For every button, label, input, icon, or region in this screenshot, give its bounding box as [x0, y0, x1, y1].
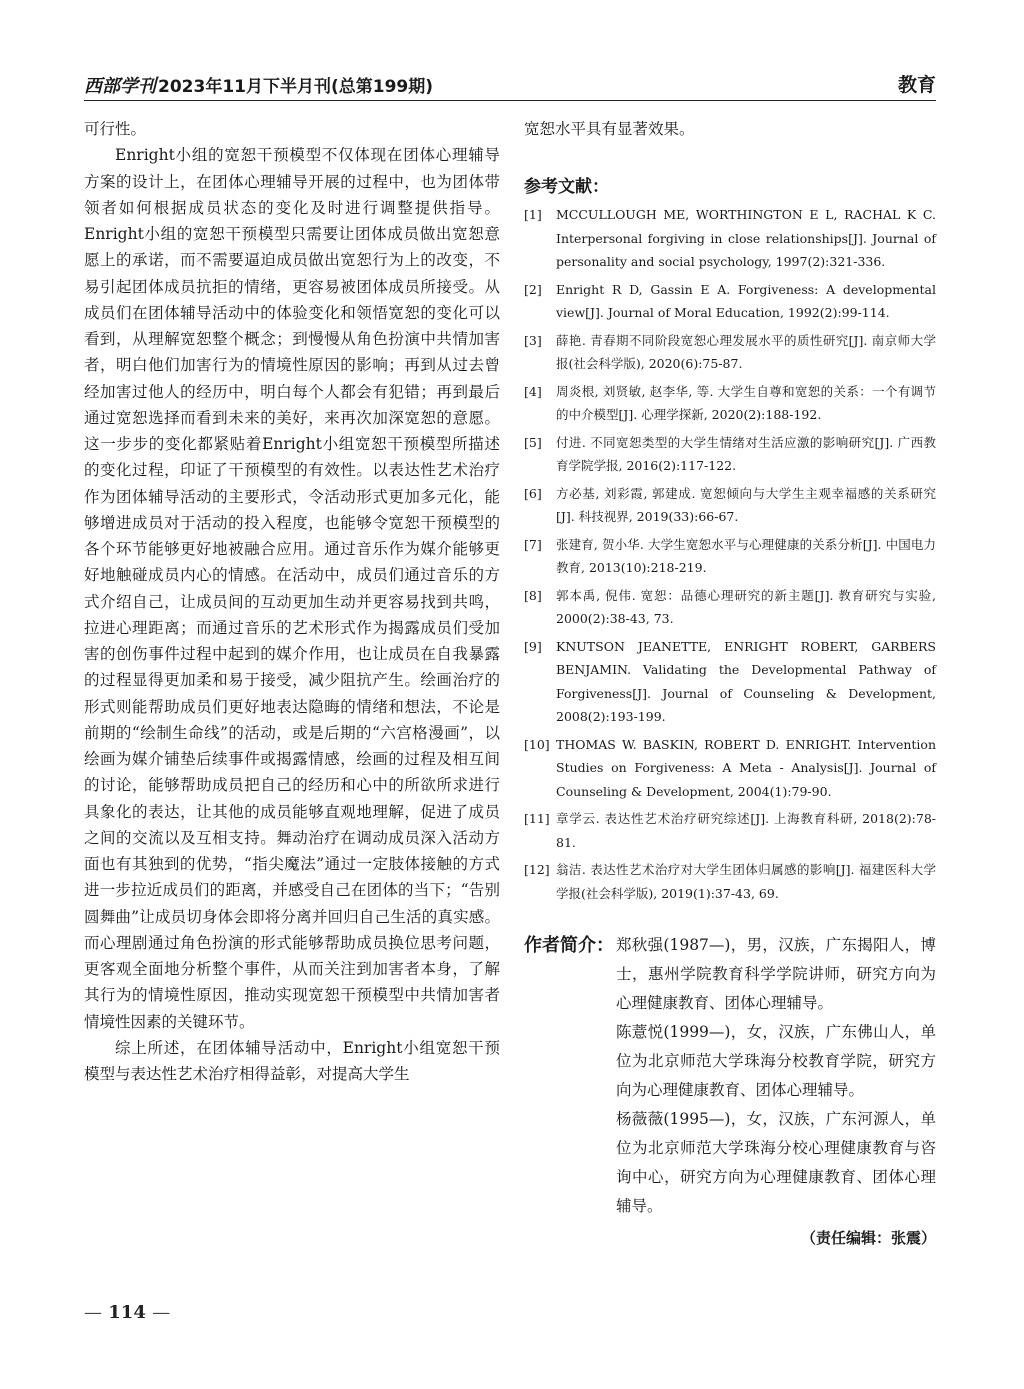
reference-item	[524, 278, 936, 325]
reference-text: 薛艳. 青春期不同阶段宽恕心理发展水平的质性研究[J]. 南京师大学报(社会科学版), 2020(6):75-87.	[556, 332, 936, 371]
paragraph: Enright小组的宽恕干预模型不仅体现在团体心理辅导方案的设计上，在团体心理辅导开展的过程中，也为团体带领者如何根据成员状态的变化及时进行调整提供指导。Enright小组的宽恕干预模型只需要让团体成员做出宽恕意愿上的承诺，而不需要逼迫成员做出宽恕行为上的改变，不易引起团体成员抗拒的情绪，更容易被团体成员所接受。从成员们在团体辅导活动中的体验变化和领悟宽恕的变化可以看到，从理解宽恕整个概念；到慢慢从角色扮演中共情加害者，明白他们加害行为的情境性原因的影响；再到从过去曾经加害过他人的经历中，明白每个人都会有犯错；再到最后通过宽恕选择而看到未来的美好，来再次加深宽恕的意愿。这一步步的变化都紧贴着Enright小组宽恕干预模型所描述的变化过程，印证了干预模型的有效性。以表达性艺术治疗作为团体辅导活动的主要形式，令活动形式更加多元化，能够增进成员对于活动的投入程度，也能够令宽恕干预模型的各个环节能够更好地被融合应用。通过音乐作为媒介能够更好地触碰成员内心的情感。在活动中，成员们通过音乐的方式介绍自己，让成员间的互动更加生动并更容易找到共鸣，拉进心理距离；而通过音乐的艺术形式作为揭露成员们受加害的创伤事件过程中起到的媒介作用，也让成员在自我暴露的过程显得更加柔和易于接受，减少阻抗产生。绘画治疗的形式则能帮助成员们更好地表达隐晦的情绪和想法，不论是前期的“绘制生命线”的活动，或是后期的“六宫格漫画”，以绘画为媒介铺垫后续事件或揭露情感，绘画的过程及相互间的讨论，能够帮助成员把自己的经历和心中的所欲所求进行具象化的表达，让其他的成员能够直观地理解，促进了成员之间的交流以及互相支持。舞动治疗在调动成员深入活动方面也有其独到的优势，“指尖魔法”通过一定肢体接触的方式进一步拉近成员们的距离，并感受自己在团体的当下；“告别圆舞曲”让成员切身体会即将分离并回归自己生活的真实感。而心理剧通过角色扮演的形式能够帮助成员换位思考问题，更客观全面地分析整个事件，从而关注到加害者本身，了解其行为的情境性原因，推动实现宽恕干预模型中共情加害者情境性因素的关键环节。	[84, 146, 500, 1031]
reference-number: [5]	[524, 434, 542, 450]
reference-number: [7]	[524, 536, 542, 552]
reference-number: [9]	[524, 638, 542, 654]
reference-text: 张建育, 贺小华. 大学生宽恕水平与心理健康的关系分析[J]. 中国电力教育, 2013(10):218-219.	[556, 536, 936, 575]
reference-item	[524, 858, 936, 905]
references-title: 参考文献：	[524, 177, 609, 197]
author-entry: 杨薇薇(1995—)，女，汉族，广东河源人，单位为北京师范大学珠海分校心理健康教育与咨询中心，研究方向为心理健康教育、团体心理辅导。	[616, 1110, 936, 1215]
reference-text: 周炎根, 刘贤敏, 赵李华, 等. 大学生自尊和宽恕的关系：一个有调节的中介模型[J]. 心理学探新, 2020(2):188-192.	[556, 383, 936, 422]
journal-issue	[84, 72, 433, 98]
reference-text: 方必基, 刘彩霞, 郭建成. 宽恕倾向与大学生主观幸福感的关系研究[J]. 科技视界, 2019(33):66-67.	[556, 485, 936, 524]
reference-number: [6]	[524, 485, 542, 501]
reference-item	[524, 203, 936, 274]
reference-number: [8]	[524, 587, 542, 603]
responsible-editor: （责任编辑：张震）	[800, 1229, 936, 1247]
issue-info: 2023年11月下半月刊(总第199期)	[158, 77, 433, 97]
header-rule	[84, 100, 936, 101]
reference-item	[524, 482, 936, 529]
page-header	[84, 70, 936, 100]
page-number-footer	[84, 1302, 170, 1323]
reference-item	[524, 733, 936, 804]
journal-logo: 西部学刊	[84, 76, 156, 97]
reference-number: [10]	[524, 736, 550, 752]
reference-text: 章学云. 表达性艺术治疗研究综述[J]. 上海教育科研, 2018(2):78-81.	[556, 811, 936, 850]
reference-text: 翁洁. 表达性艺术治疗对大学生团体归属感的影响[J]. 福建医科大学学报(社会科学版), 2019(1):37-43, 69.	[556, 862, 936, 901]
reference-number: [1]	[524, 207, 542, 222]
reference-text: KNUTSON JEANETTE, ENRIGHT ROBERT, GARBERS BENJAMIN. Validating the Developmental Pathway of Forgiveness[J]. Journal of Counseling & Development, 2008(2):193-199.	[556, 638, 936, 724]
reference-text: Enright R D, Gassin E A. Forgiveness: A developmental view[J]. Journal of Moral Education, 1992(2):99-114.	[556, 281, 936, 320]
page-dash: —	[84, 1302, 102, 1323]
reference-item	[524, 329, 936, 376]
page-number: 114	[108, 1302, 146, 1323]
continuation-text: 宽恕水平具有显著效果。	[524, 120, 695, 138]
author-label: 作者简介：	[524, 935, 614, 956]
paragraph: 综上所述，在团体辅导活动中，Enright小组宽恕干预模型与表达性艺术治疗相得益彰，对提高大学生	[84, 1038, 500, 1083]
section-label: 教育	[897, 74, 936, 96]
reference-number: [2]	[524, 281, 542, 297]
references-list	[524, 203, 936, 905]
author-bio	[524, 931, 936, 1221]
reference-item	[524, 807, 936, 854]
reference-number: [12]	[524, 862, 550, 877]
reference-number: [3]	[524, 332, 542, 348]
reference-number: [11]	[524, 811, 550, 826]
page-dash: —	[152, 1302, 171, 1323]
reference-item	[524, 635, 936, 729]
reference-number: [4]	[524, 383, 542, 399]
reference-item	[524, 533, 936, 580]
reference-item	[524, 584, 936, 631]
reference-text: 付进. 不同宽恕类型的大学生情绪对生活应激的影响研究[J]. 广西教育学院学报, 2016(2):117-122.	[556, 434, 936, 473]
reference-text: MCCULLOUGH ME, WORTHINGTON E L, RACHAL K C. Interpersonal forgiving in close relationships[J]. Journal of personality and social psychology, 1997(2):321-336.	[556, 207, 936, 269]
paragraph: 可行性。	[84, 120, 147, 138]
right-column	[524, 116, 936, 1248]
author-entry: 陈薏悦(1999—)，女，汉族，广东佛山人，单位为北京师范大学珠海分校教育学院，研究方向为心理健康教育、团体心理辅导。	[616, 1023, 936, 1099]
reference-text: THOMAS W. BASKIN, ROBERT D. ENRIGHT. Intervention Studies on Forgiveness: A Meta - Analysis[J]. Journal of Counseling & Development, 2004(1):79-90.	[556, 736, 936, 799]
reference-text: 郭本禹, 倪伟. 宽恕：品德心理研究的新主题[J]. 教育研究与实验, 2000(2):38-43, 73.	[556, 587, 936, 626]
reference-item	[524, 380, 936, 427]
left-column	[84, 116, 500, 1087]
reference-item	[524, 431, 936, 478]
author-entry: 郑秋强(1987—)，男，汉族，广东揭阳人，博士，惠州学院教育科学学院讲师，研究方向为心理健康教育、团体心理辅导。	[616, 936, 936, 1012]
